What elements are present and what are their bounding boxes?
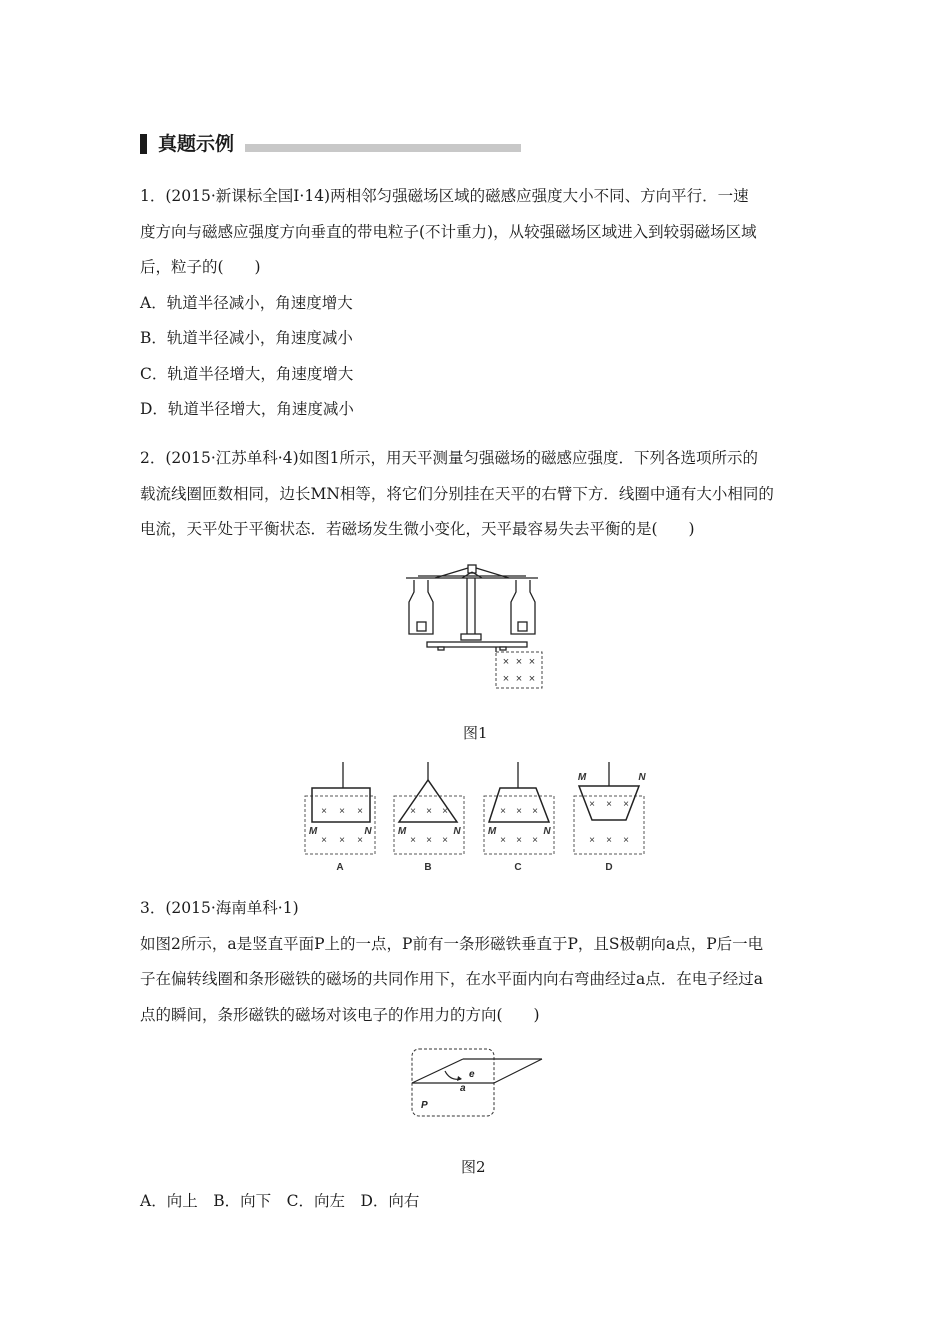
svg-text:×: × [426,835,432,846]
question-1 [140,179,820,428]
svg-text:×: × [589,799,595,810]
svg-text:N: N [453,826,461,837]
svg-text:×: × [606,835,612,846]
svg-text:M: M [577,772,587,783]
svg-text:×: × [516,835,522,846]
pole-n-label: N [364,826,372,837]
svg-text:×: × [516,806,522,817]
option-b-figure [394,762,464,873]
svg-text:×: × [532,835,538,846]
option-d-label: D [605,862,613,873]
q1-option-c: C．轨道半径增大，角速度增大 [140,364,354,383]
label-a: a [460,1083,466,1094]
q1-line: 度方向与磁感应强度方向垂直的带电粒子(不计重力)，从较强磁场区域进入到较弱磁场区域 [140,222,757,241]
svg-text:×: × [426,806,432,817]
q3-line: 点的瞬间，条形磁铁的磁场对该电子的作用力的方向( ) [140,1005,540,1024]
svg-text:×: × [623,835,629,846]
q1-line: 后，粒子的( ) [140,258,261,276]
q1-line: 1．(2015·新课标全国Ⅰ·14)两相邻匀强磁场区域的磁感应强度大小不同、方向平行．一速 [140,187,749,205]
svg-text:×: × [321,806,327,817]
svg-text:×: × [623,799,629,810]
option-a-figure [305,762,375,873]
svg-text:×: × [442,806,448,817]
q3-line: 子在偏转线圈和条形磁铁的磁场的共同作用下，在水平面内向右弯曲经过a点．在电子经过a [140,970,763,988]
svg-text:×: × [532,806,538,817]
field-cross: × [502,673,510,685]
svg-text:×: × [442,835,448,846]
section-header [140,132,525,156]
option-d-figure [574,762,646,873]
balance-figure [400,562,550,692]
question-2 [140,441,820,548]
svg-text:N: N [543,826,551,837]
field-cross: × [528,673,536,685]
coil-options-figure [300,758,650,876]
svg-text:×: × [357,806,363,817]
svg-text:×: × [500,835,506,846]
svg-text:M: M [487,826,497,837]
label-e: e [469,1069,475,1080]
q2-line: 载流线圈匝数相同，边长MN相等，将它们分别挂在天平的右臂下方．线圈中通有大小相同的 [140,484,774,503]
figure-2-caption: 图2 [461,1158,486,1176]
q3-header: 3．(2015·海南单科·1) [140,899,299,917]
option-b-label: B [424,862,432,873]
figure-1-caption: 图1 [463,724,488,742]
svg-text:×: × [339,835,345,846]
svg-text:×: × [410,806,416,817]
q2-line: 2．(2015·江苏单科·4)如图1所示，用天平测量匀强磁场的磁感应强度．下列各选项所示的 [140,449,758,467]
svg-text:×: × [321,835,327,846]
field-cross: × [515,656,523,668]
svg-text:×: × [500,806,506,817]
field-cross: × [502,656,510,668]
q3-line: 如图2所示，a是竖直平面P上的一点，P前有一条形磁铁垂直于P，且S极朝向a点，P后一电 [140,934,764,953]
option-c-label: C [514,862,522,873]
svg-text:×: × [589,835,595,846]
svg-text:×: × [339,806,345,817]
q1-option-a: A．轨道半径减小，角速度增大 [140,293,353,312]
q2-line: 电流，天平处于平衡状态．若磁场发生微小变化，天平最容易失去平衡的是( ) [140,520,695,538]
pole-m-label: M [308,826,318,837]
section-rule [245,144,521,152]
question-3 [140,891,820,1033]
field-cross: × [515,673,523,685]
svg-text:M: M [397,826,407,837]
svg-text:N: N [638,772,646,783]
q3-options-line: A．向上 B．向下 C．向左 D．向右 [140,1192,420,1210]
svg-text:×: × [410,835,416,846]
field-cross: × [528,656,536,668]
svg-text:×: × [357,835,363,846]
plane-figure [405,1045,550,1120]
label-p: P [421,1100,428,1111]
section-marker [140,134,147,154]
q1-option-b: B．轨道半径减小，角速度减小 [140,329,353,347]
q1-option-d: D．轨道半径增大，角速度减小 [140,400,354,418]
option-a-label: A [336,862,344,873]
option-c-figure [484,762,554,873]
q3-options [140,1184,820,1220]
svg-text:×: × [606,799,612,810]
section-title: 真题示例 [158,133,235,155]
